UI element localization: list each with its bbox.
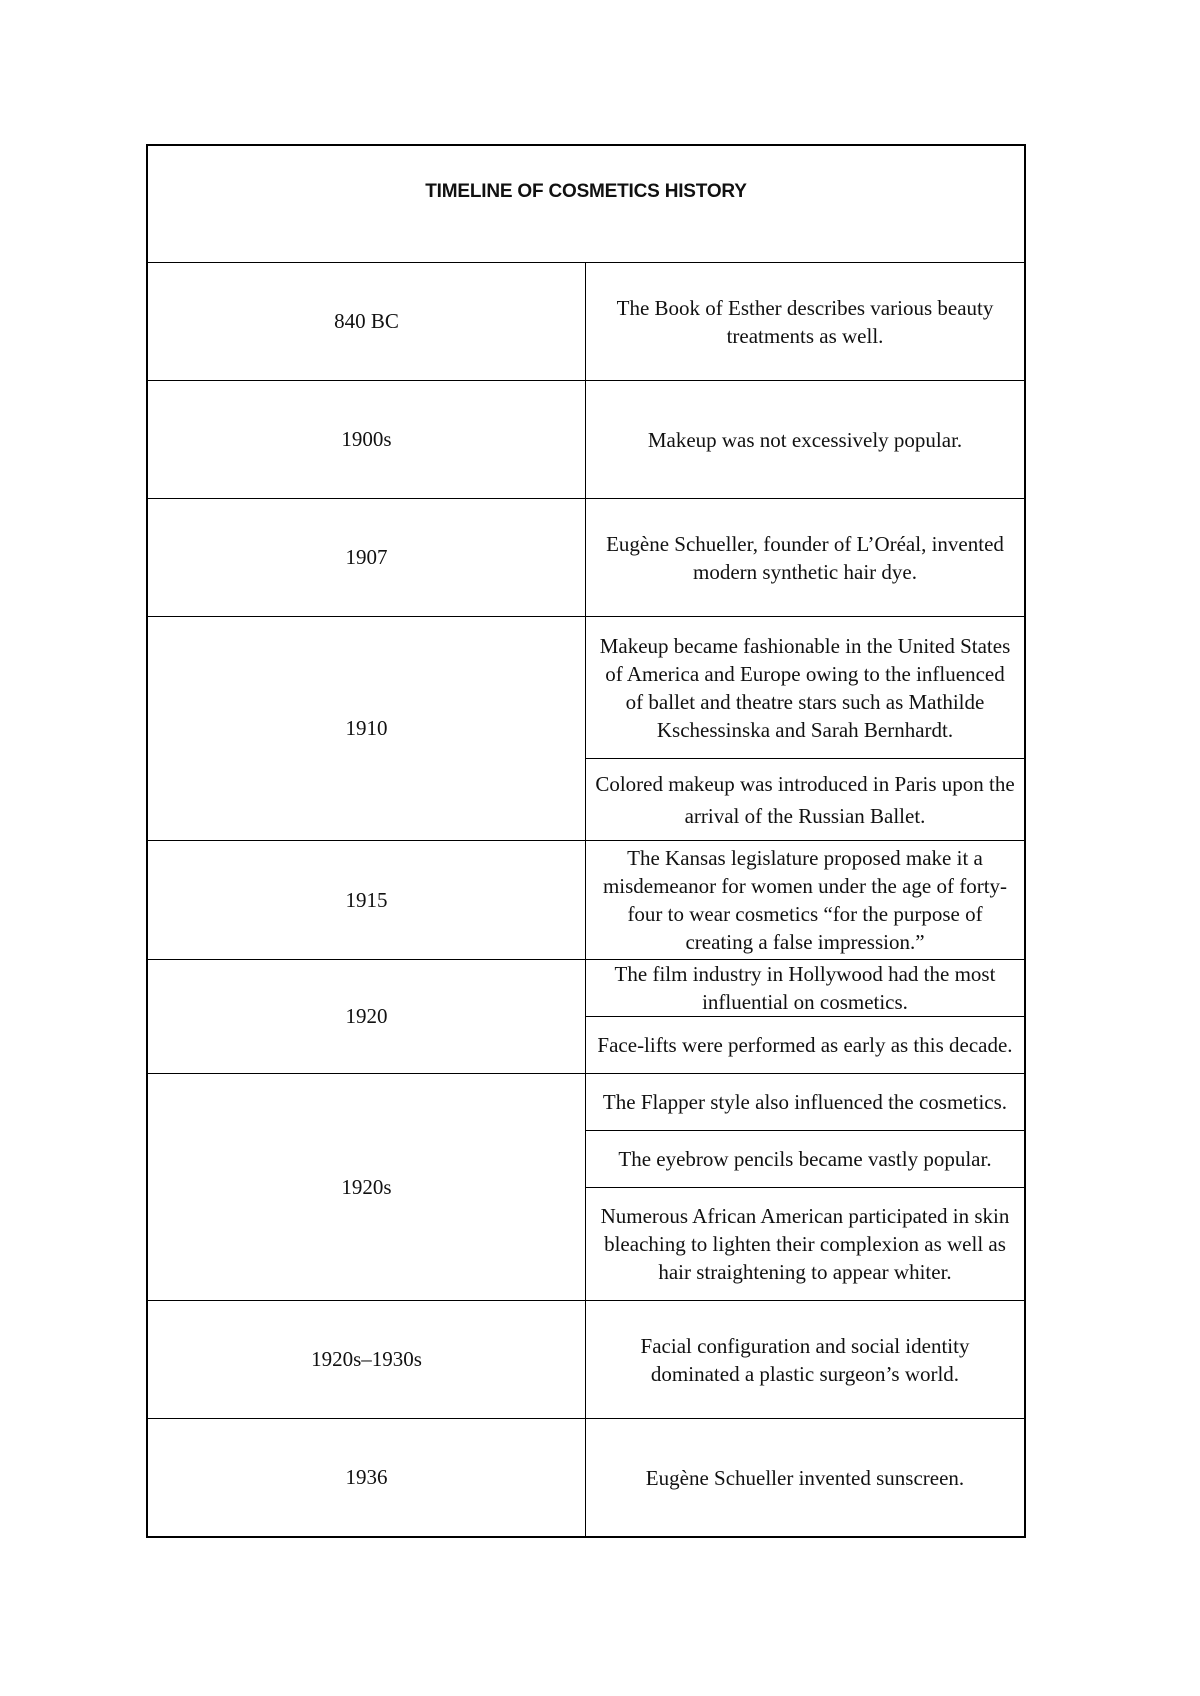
event-cell: Makeup became fashionable in the United States of America and Europe owing to the influenced of ballet and theatre stars such as Mathilde Kschessinska and Sarah Bernhardt. [585, 616, 1026, 759]
event-cell: Facial configuration and social identity dominated a plastic surgeon’s world. [585, 1300, 1026, 1419]
event-cell: Face-lifts were performed as early as this decade. [585, 1016, 1026, 1074]
year-cell: 1920s–1930s [146, 1300, 586, 1419]
event-cell: Makeup was not excessively popular. [585, 380, 1026, 499]
year-cell: 840 BC [146, 262, 586, 381]
event-cell: The Flapper style also influenced the cosmetics. [585, 1073, 1026, 1131]
year-cell: 1920 [146, 959, 586, 1074]
event-cell: Eugène Schueller invented sunscreen. [585, 1418, 1026, 1538]
event-cell: The film industry in Hollywood had the most influential on cosmetics. [585, 959, 1026, 1017]
year-cell: 1915 [146, 840, 586, 960]
table-title: TIMELINE OF COSMETICS HISTORY [146, 144, 1026, 263]
event-cell: The Book of Esther describes various beauty treatments as well. [585, 262, 1026, 381]
event-cell: The Kansas legislature proposed make it a misdemeanor for women under the age of forty-four to wear cosmetics “for the purpose of creating a false impression.” [585, 840, 1026, 960]
year-cell: 1936 [146, 1418, 586, 1538]
year-cell: 1910 [146, 616, 586, 841]
event-cell: Colored makeup was introduced in Paris upon the arrival of the Russian Ballet. [585, 758, 1026, 841]
event-cell: Eugène Schueller, founder of L’Oréal, invented modern synthetic hair dye. [585, 498, 1026, 617]
year-cell: 1907 [146, 498, 586, 617]
year-cell: 1900s [146, 380, 586, 499]
year-cell: 1920s [146, 1073, 586, 1301]
event-cell: The eyebrow pencils became vastly popular. [585, 1130, 1026, 1188]
event-cell: Numerous African American participated in skin bleaching to lighten their complexion as well as hair straightening to appear whiter. [585, 1187, 1026, 1301]
